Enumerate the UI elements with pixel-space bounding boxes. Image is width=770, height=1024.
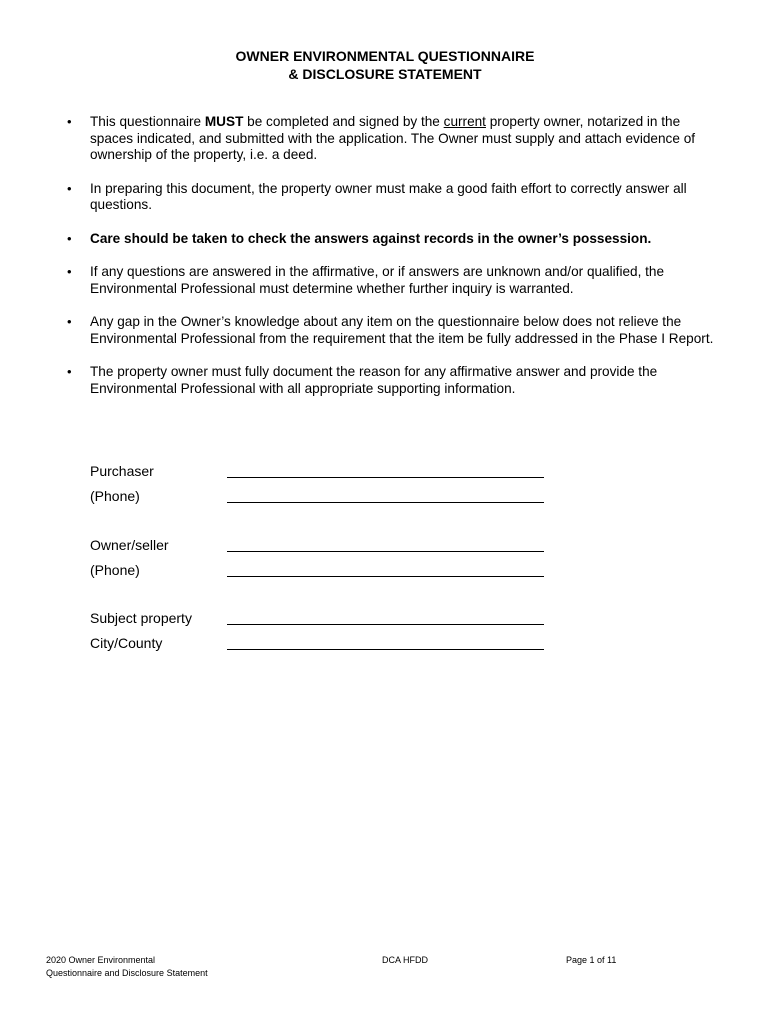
owner-phone-label: (Phone) bbox=[90, 562, 140, 578]
bullet-icon: • bbox=[67, 230, 72, 246]
instructions-list bbox=[0, 114, 770, 414]
list-item: • If any questions are answered in the affirmative, or if answers are unknown and/or qualified, the Environmental Professional must determine whether further inquiry is warranted. bbox=[67, 264, 665, 296]
owner-seller-row bbox=[90, 536, 550, 556]
list-item: • In preparing this document, the property owner must make a good faith effort to correctly answer all questions. bbox=[67, 180, 687, 212]
subject-property-label: Subject property bbox=[90, 610, 192, 626]
document-title bbox=[0, 47, 770, 83]
purchaser-phone-row bbox=[90, 487, 550, 507]
must-emphasis: MUST bbox=[204, 114, 244, 129]
footer-document-name: 2020 Owner Environmental Questionnaire and Disclosure Statement bbox=[46, 955, 208, 978]
purchaser-label: Purchaser bbox=[90, 463, 154, 479]
current-emphasis: current bbox=[443, 114, 486, 129]
owner-seller-label: Owner/seller bbox=[90, 537, 169, 553]
owner-seller-field[interactable] bbox=[227, 551, 544, 552]
list-item: • Any gap in the Owner’s knowledge about any item on the questionnaire below does not relieve the Environmental Professional from the requirement that the item be fully addressed in the Phase I Report. bbox=[67, 314, 714, 346]
title-line-2: & DISCLOSURE STATEMENT bbox=[288, 66, 482, 82]
subject-property-field[interactable] bbox=[227, 624, 544, 625]
city-county-field[interactable] bbox=[227, 649, 544, 650]
bullet-icon: • bbox=[67, 180, 72, 196]
list-item: • The property owner must fully document the reason for any affirmative answer and provide the Environmental Professional with all appropriate supporting information. bbox=[67, 364, 658, 396]
owner-phone-row bbox=[90, 561, 550, 581]
list-item: • Care should be taken to check the answers against records in the owner’s possession. bbox=[67, 230, 652, 246]
city-county-label: City/County bbox=[90, 635, 163, 651]
bullet-icon: • bbox=[67, 114, 72, 129]
footer-page-number: Page 1 of 11 bbox=[566, 955, 617, 965]
purchaser-phone-label: (Phone) bbox=[90, 488, 140, 504]
footer-agency: DCA HFDD bbox=[382, 955, 429, 965]
subject-property-row bbox=[90, 609, 550, 629]
list-item: • This questionnaire MUST be completed and signed by the current property owner, notarized in the spaces indicated, and submitted with the application. The Owner must supply and attach evidence of ownership of the property, i.e. a deed. bbox=[67, 114, 696, 162]
bullet-icon: • bbox=[67, 264, 72, 279]
bullet-icon: • bbox=[67, 314, 72, 329]
purchaser-field[interactable] bbox=[227, 477, 544, 478]
owner-phone-field[interactable] bbox=[227, 576, 544, 577]
title-line-1: OWNER ENVIRONMENTAL QUESTIONNAIRE bbox=[235, 48, 535, 64]
purchaser-row bbox=[90, 462, 550, 482]
bullet-icon: • bbox=[67, 364, 72, 379]
purchaser-phone-field[interactable] bbox=[227, 502, 544, 503]
city-county-row bbox=[90, 634, 550, 654]
